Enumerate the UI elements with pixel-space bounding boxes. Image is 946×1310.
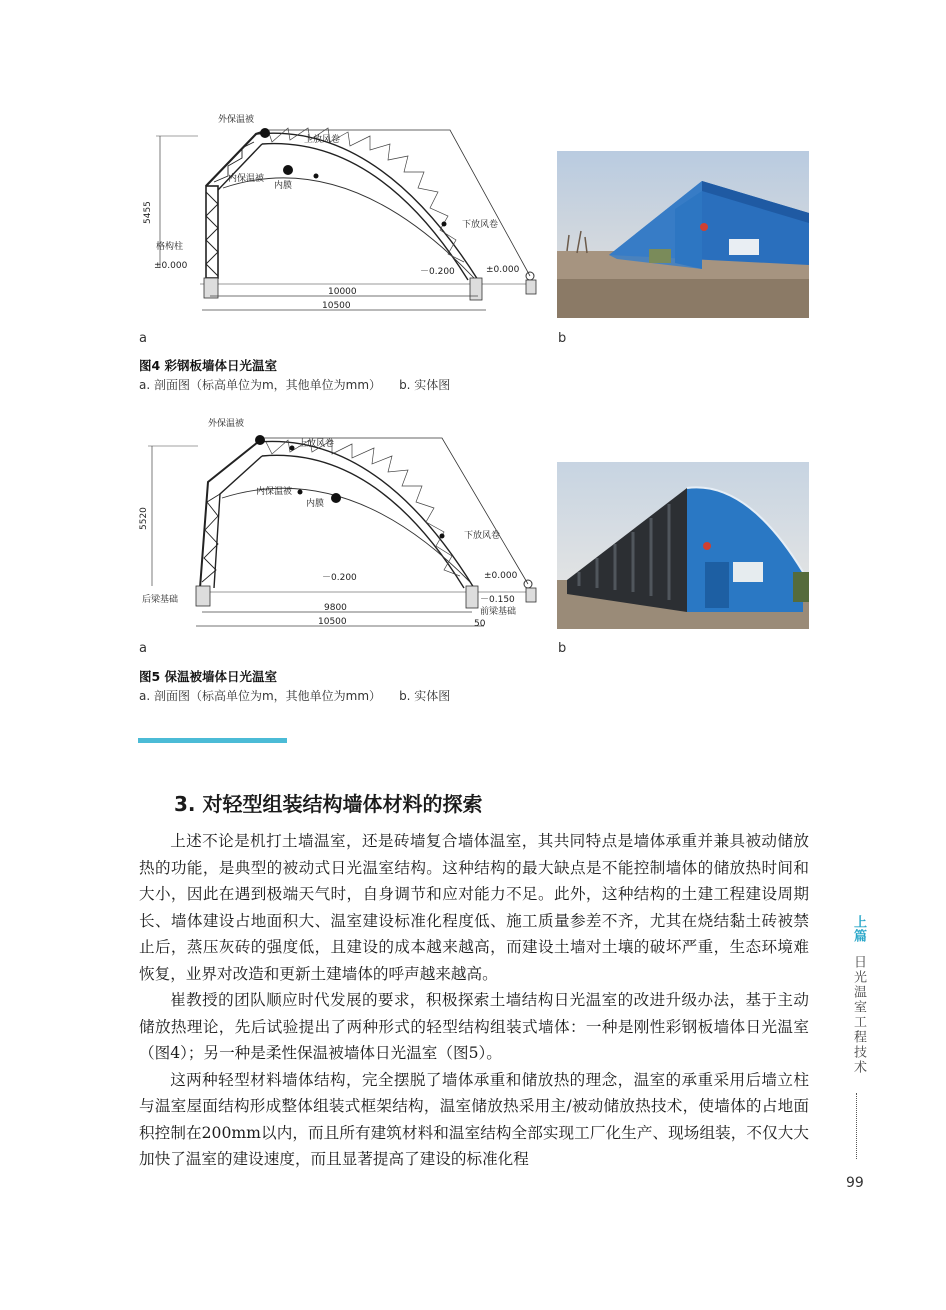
fig5-level-minus: －0.200 bbox=[322, 573, 357, 583]
figure5-diagram-svg bbox=[138, 412, 548, 634]
figure4-diagram-svg bbox=[138, 106, 548, 324]
fig4-level-zero-left: ±0.000 bbox=[154, 261, 188, 271]
fig4-span-outer: 10500 bbox=[322, 301, 351, 311]
figure5-section-drawing bbox=[138, 412, 548, 634]
fig5-rear-footing-label: 后梁基础 bbox=[142, 595, 179, 605]
fig5-caption-b: b. 实体图 bbox=[399, 689, 451, 703]
paragraph-1: 上述不论是机打土墙温室，还是砖墙复合墙体温室，其共同特点是墙体承重并兼具被动储放热的功能，是典型的被动式日光温室结构。这种结构的最大缺点是不能控制墙体的储放热时间和大小，因此在遇到极端天气时，自身调节和应对能力不足。此外，这种结构的土建工程建设周期长、墙体建设占地面积大、温室建设标准化程度低、施工质量参差不齐，尤其在烧结黏土砖被禁止后，蒸压灰砖的强度低，且建设的成本越来越高，而建设土墙对土壤的破坏严重，生态环境难恢复，业界对改造和更新土建墙体的呼声越来越高。 bbox=[139, 832, 809, 983]
paragraph-3: 这两种轻型材料墙体结构，完全摆脱了墙体承重和储放热的理念，温室的承重采用后墙立柱与温室屋面结构形成整体组装式框架结构，温室储放热采用主/被动储放热技术，使墙体的占地面积控制在200mm以内，而且所有建筑材料和温室结构全部实现工厂化生产、现场组装，不仅大大加快了温室的建设速度，而且显著提高了建设的标准化程 bbox=[139, 1070, 809, 1168]
fig5-level-zero: ±0.000 bbox=[484, 571, 518, 581]
fig5-level-minus2: －0.150 bbox=[480, 595, 515, 605]
fig4-inner-film-label: 内膜 bbox=[274, 181, 293, 191]
fig4-inner-quilt-label: 内保温被 bbox=[228, 174, 265, 184]
section-divider bbox=[138, 738, 287, 743]
fig4-outer-quilt-label: 外保温被 bbox=[218, 115, 255, 125]
fig5-front-footing-label: 前梁基础 bbox=[480, 607, 517, 617]
fig4-level-minus: －0.200 bbox=[420, 267, 455, 277]
fig4-caption-text bbox=[139, 376, 450, 393]
fig5-inner-film-label: 内膜 bbox=[306, 499, 325, 509]
fig5-height-label: 5520 bbox=[139, 507, 149, 530]
fig4-height-label: 5455 bbox=[143, 201, 153, 224]
fig5-upper-vent-label: 上放风卷 bbox=[298, 439, 335, 449]
fig5-caption-title: 图5 保温被墙体日光温室 bbox=[139, 669, 278, 684]
figure4-section-drawing bbox=[138, 106, 548, 324]
fig4-label-b: b bbox=[558, 331, 567, 346]
figure4-photo bbox=[557, 151, 809, 318]
fig5-lower-vent-label: 下放风卷 bbox=[464, 531, 501, 541]
paragraph-2: 崔教授的团队顺应时代发展的要求，积极探索土墙结构日光温室的改进升级办法，基于主动储放热理论，先后试验提出了两种形式的轻型结构组装式墙体：一种是刚性彩钢板墙体日光温室（图4）；另一种是柔性保温被墙体日光温室（图5）。 bbox=[139, 991, 809, 1062]
fig5-caption-a: a. 剖面图（标高单位为m，其他单位为mm） bbox=[139, 689, 382, 703]
fig5-small-dim: 50 bbox=[474, 619, 486, 629]
page-number: 99 bbox=[846, 1175, 864, 1191]
sidebar-dotted-rule bbox=[856, 1093, 857, 1159]
sidebar-book-title: 日光温室工程技术 bbox=[851, 955, 866, 1075]
figure5-photo bbox=[557, 462, 809, 629]
fig5-span-inner: 9800 bbox=[324, 603, 347, 613]
fig4-span-inner: 10000 bbox=[328, 287, 357, 297]
fig5-caption-text bbox=[139, 687, 450, 704]
fig5-label-a: a bbox=[139, 641, 147, 656]
fig5-label-b: b bbox=[558, 641, 567, 656]
fig5-outer-quilt-label: 外保温被 bbox=[208, 419, 245, 429]
fig4-caption-a: a. 剖面图（标高单位为m，其他单位为mm） bbox=[139, 378, 382, 392]
fig4-label-a: a bbox=[139, 331, 147, 346]
fig4-caption-title: 图4 彩钢板墙体日光温室 bbox=[139, 358, 278, 373]
section-heading: 3. 对轻型组装结构墙体材料的探索 bbox=[174, 792, 483, 816]
fig4-caption-b: b. 实体图 bbox=[399, 378, 451, 392]
fig5-inner-quilt-label: 内保温被 bbox=[256, 487, 293, 497]
fig4-upper-vent-label: 上放风卷 bbox=[304, 135, 341, 145]
sidebar-part-label: 上篇 bbox=[851, 915, 866, 943]
fig4-lower-vent-label: 下放风卷 bbox=[462, 220, 499, 230]
fig4-level-zero-right: ±0.000 bbox=[486, 265, 520, 275]
fig5-span-outer: 10500 bbox=[318, 617, 347, 627]
body-text bbox=[139, 828, 809, 1173]
fig4-lattice-column-label: 格构柱 bbox=[156, 242, 184, 252]
